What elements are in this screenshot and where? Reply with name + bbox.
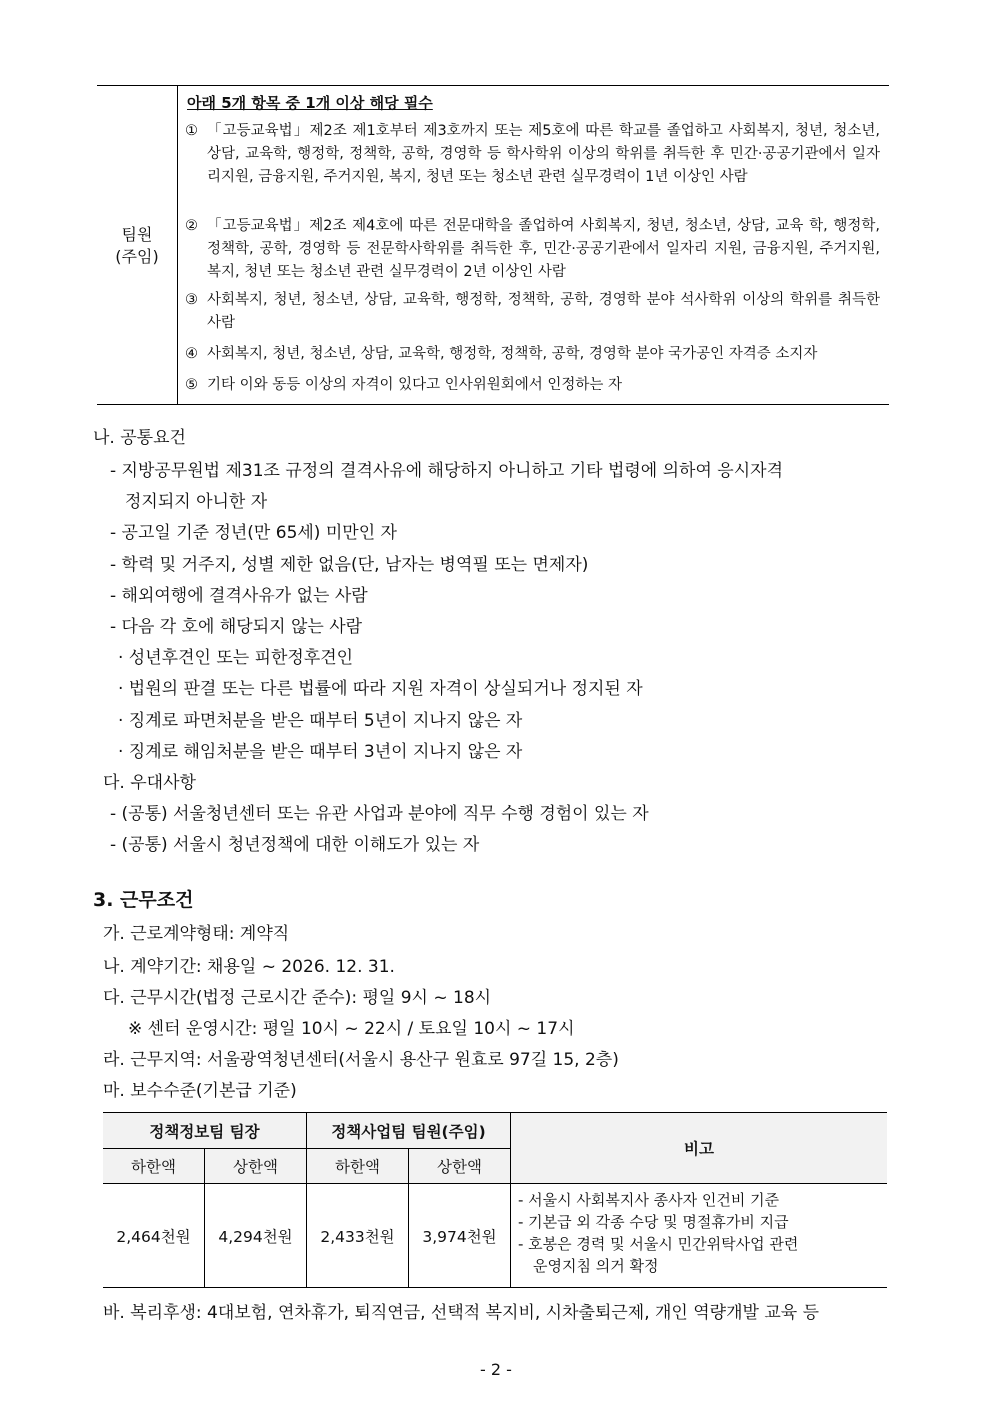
salary-sub-header: 하한액 <box>307 1149 409 1184</box>
common-line: - 다음 각 호에 해당되지 않는 사람 <box>110 617 363 637</box>
item-text: 「고등교육법」제2조 제1호부터 제3호까지 또는 제5호에 따른 학교를 졸업하고 사회복지, 청년, 청소년, 상담, 교육학, 행정학, 정책학, 공학, 경영학 등 학사학위 이상의 학위를 취득한 후 민간·공공기관에서 일자리지원, 금융지원, 주거지원, 복지, 청년 또는 청소년 관련 실무경력이 1년 이상인 사람 <box>207 123 880 185</box>
common-line: - 공고일 기준 정년(만 65세) 미만인 자 <box>110 523 397 543</box>
common-line: - 해외여행에 결격사유가 없는 사람 <box>110 586 368 606</box>
common-line: - 학력 및 거주지, 성별 제한 없음(단, 남자는 병역필 또는 면제자) <box>110 555 589 575</box>
page-number: - 2 - <box>480 1360 512 1379</box>
qualification-label-cell <box>97 86 178 404</box>
qualification-heading: 아래 5개 항목 중 1개 이상 해당 필수 <box>187 94 433 112</box>
label-line2: (주임) <box>115 247 159 266</box>
common-heading: 나. 공통요건 <box>93 428 186 448</box>
item-text: 「고등교육법」제2조 제4호에 따른 전문대학을 졸업하여 사회복지, 청년, 청소년, 상담, 교육 학, 행정학, 정책학, 공학, 경영학 등 전문학사학위를 취득한 후, 민간·공공기관에서 일자리 지원, 금융지원, 주거지원, 복지, 청년 또는 청소년 관련 실무경력이 2년 이상인 사람 <box>207 218 880 280</box>
label-line1: 팀원 <box>121 225 153 244</box>
item-text: 기타 이와 동등 이상의 자격이 있다고 인사위원회에서 인정하는 자 <box>207 377 623 393</box>
common-subline: · 징계로 해임처분을 받은 때부터 3년이 지나지 않은 자 <box>118 742 523 762</box>
preference-heading: 다. 우대사항 <box>103 773 196 793</box>
work-line: 나. 계약기간: 채용일 ~ 2026. 12. 31. <box>103 957 395 977</box>
item-number: ① <box>185 123 198 139</box>
item-text: 사회복지, 청년, 청소년, 상담, 교육학, 행정학, 정책학, 공학, 경영학 분야 국가공인 자격증 소지자 <box>207 346 818 362</box>
salary-group-header: 정책정보팀 팀장 <box>103 1113 307 1149</box>
salary-sub-header: 상한액 <box>205 1149 307 1184</box>
salary-note: - 서울시 사회복지사 종사자 인건비 기준 <box>518 1191 780 1209</box>
work-line: 가. 근로계약형태: 계약직 <box>103 924 290 944</box>
salary-note-header: 비고 <box>511 1113 887 1184</box>
common-subline: · 성년후견인 또는 피한정후견인 <box>118 648 354 668</box>
salary-sub-header: 하한액 <box>103 1149 205 1184</box>
qualification-item <box>185 120 880 189</box>
salary-value: 2,464천원 <box>103 1184 205 1287</box>
qualification-item <box>185 215 880 284</box>
qualification-item <box>185 289 880 335</box>
qualification-label <box>97 224 177 268</box>
common-subline: · 징계로 파면처분을 받은 때부터 5년이 지나지 않은 자 <box>118 711 523 731</box>
salary-sub-header: 상한액 <box>409 1149 511 1184</box>
salary-value: 2,433천원 <box>307 1184 409 1287</box>
salary-table <box>103 1112 887 1288</box>
work-line: 라. 근무지역: 서울광역청년센터(서울시 용산구 원효로 97길 15, 2층) <box>103 1050 619 1070</box>
qualification-table <box>97 85 889 405</box>
salary-value: 3,974천원 <box>409 1184 511 1287</box>
qualification-item <box>185 343 880 366</box>
item-number: ③ <box>185 292 198 308</box>
work-line: 바. 복리후생: 4대보험, 연차휴가, 퇴직연금, 선택적 복지비, 시차출퇴근제, 개인 역량개발 교육 등 <box>103 1303 820 1323</box>
item-text: 사회복지, 청년, 청소년, 상담, 교육학, 행정학, 정책학, 공학, 경영학 분야 석사학위 이상의 학위를 취득한 사람 <box>207 292 880 331</box>
qualification-item <box>185 374 880 397</box>
salary-note: - 호봉은 경력 및 서울시 민간위탁사업 관련 <box>518 1235 799 1253</box>
work-note: ※ 센터 운영시간: 평일 10시 ~ 22시 / 토요일 10시 ~ 17시 <box>128 1019 575 1039</box>
common-subline: · 법원의 판결 또는 다른 법률에 따라 지원 자격이 상실되거나 정지된 자 <box>118 679 643 699</box>
salary-note: - 기본급 외 각종 수당 및 명절휴가비 지급 <box>518 1213 789 1231</box>
common-line: - 지방공무원법 제31조 규정의 결격사유에 해당하지 아니하고 기타 법령에 의하여 응시자격 <box>110 461 783 481</box>
salary-value: 4,294천원 <box>205 1184 307 1287</box>
work-line: 마. 보수수준(기본급 기준) <box>103 1081 297 1101</box>
item-number: ② <box>185 218 198 234</box>
preference-line: - (공통) 서울청년센터 또는 유관 사업과 분야에 직무 수행 경험이 있는 자 <box>110 804 649 824</box>
salary-note: 운영지침 의거 확정 <box>533 1257 659 1275</box>
item-number: ④ <box>185 346 198 362</box>
item-number: ⑤ <box>185 377 198 393</box>
section-title: 3. 근무조건 <box>93 889 194 911</box>
salary-group-header: 정책사업팀 팀원(주임) <box>307 1113 511 1149</box>
work-line: 다. 근무시간(법정 근로시간 준수): 평일 9시 ~ 18시 <box>103 988 492 1008</box>
preference-line: - (공통) 서울시 청년정책에 대한 이해도가 있는 자 <box>110 835 480 855</box>
salary-notes <box>518 1189 878 1277</box>
common-line: 정지되지 아니한 자 <box>125 492 268 512</box>
